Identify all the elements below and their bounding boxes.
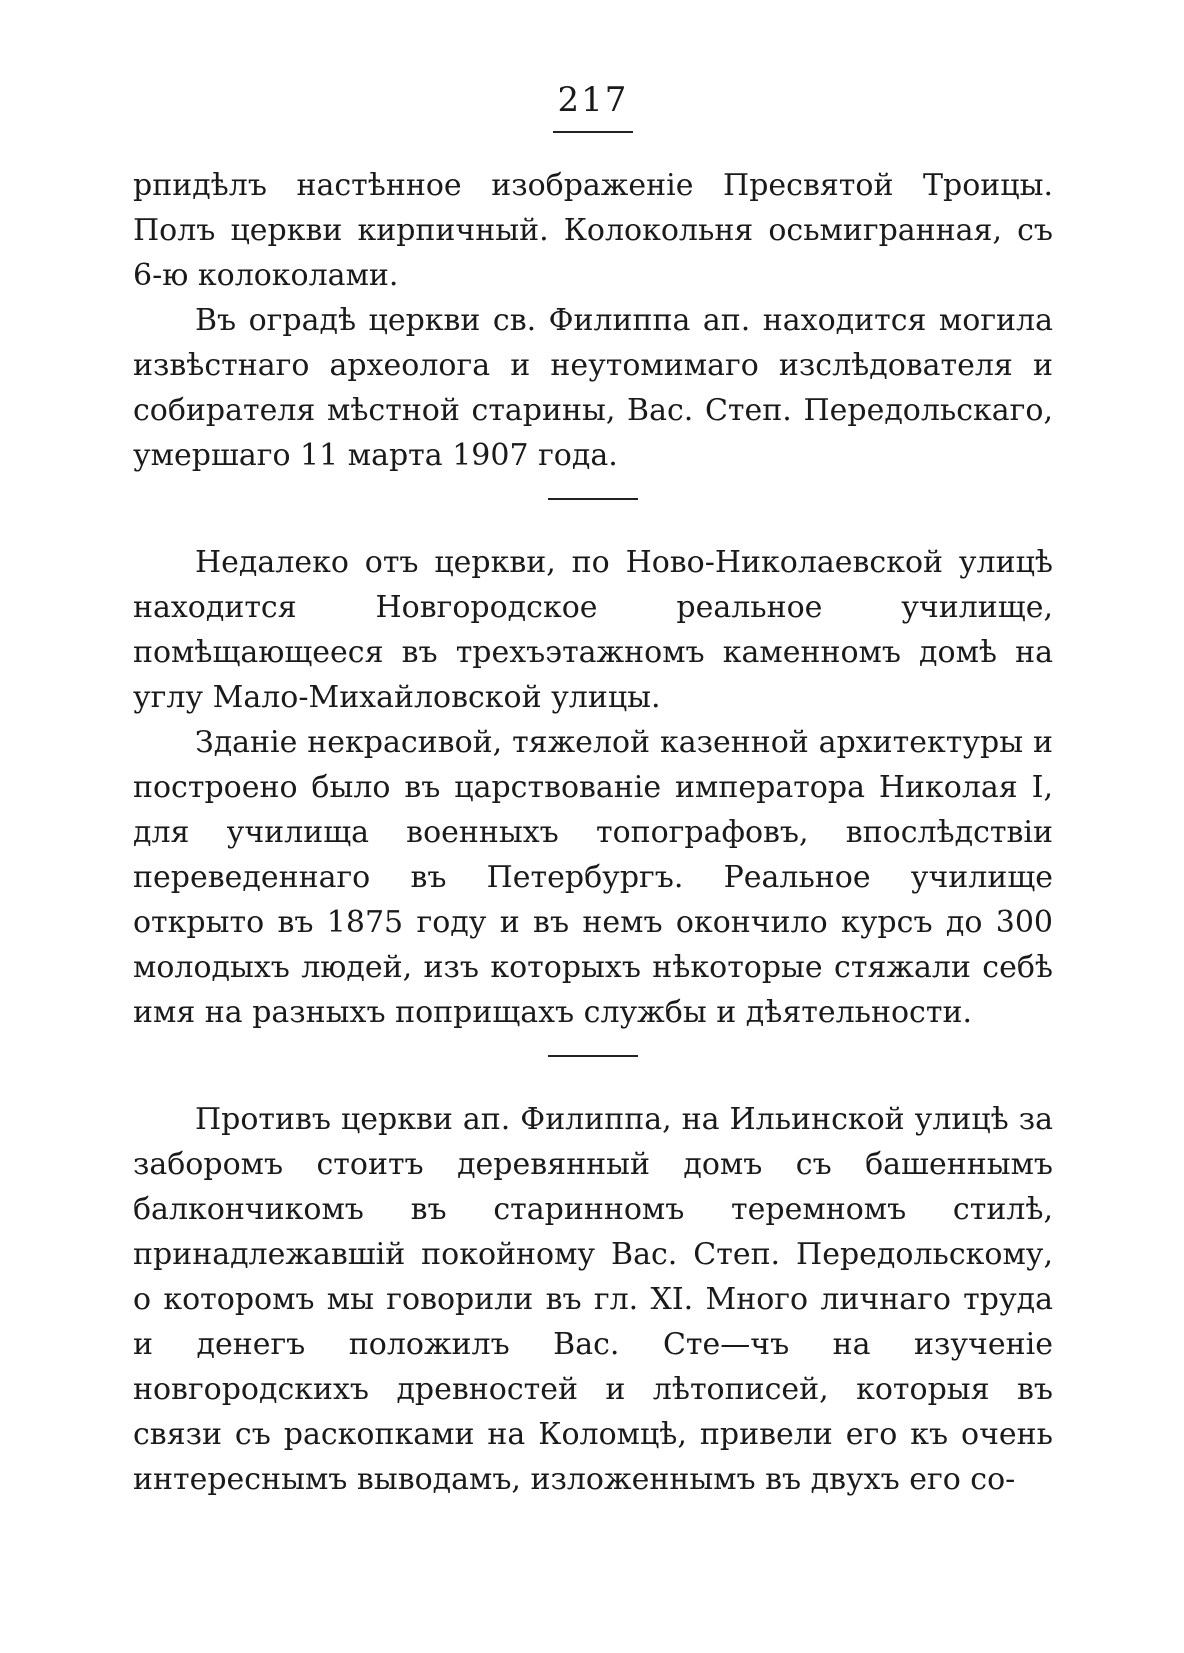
- section-divider: [548, 498, 638, 500]
- section-wooden-house: [133, 1097, 1053, 1502]
- paragraph-grave: Въ оградѣ церкви св. Филиппа ап. находится могила извѣстнаго археолога и неутомимаго изслѣдователя и собирателя мѣстной старины, Вас. Степ. Передольскаго, умершаго 11 марта 1907 года.: [133, 302, 1053, 473]
- paragraph-school-location: Недалеко отъ церкви, по Ново-Николаевской улицѣ находится Новгородское реальное училище, помѣщающееся въ трехъэтажномъ каменномъ домѣ на углу Мало-Михайловской улицы.: [133, 544, 1053, 715]
- page-number: 217: [557, 80, 629, 120]
- section-church-grounds: [133, 163, 1053, 478]
- paragraph-church-interior: рпидѣлъ настѣнное изображенiе Пресвятой Троицы. Полъ церкви кирпичный. Колокольня осьмигранная, съ 6-ю колоколами.: [133, 167, 1053, 293]
- paragraph-wooden-house: Противъ церкви ап. Филиппа, на Ильинской улицѣ за заборомъ стоитъ деревянный домъ съ башеннымъ балкончикомъ въ старинномъ теремномъ стилѣ, принадлежавшiй покойному Вас. Степ. Передольскому, о которомъ мы говорили въ гл. XI. Много личнаго труда и денегъ положилъ Вас. Сте—чъ на изученiе новгородскихъ древностей и лѣтописей, которыя въ связи съ раскопками на Коломцѣ, привели его къ очень интереснымъ выводамъ, изложеннымъ въ двухъ его со-: [133, 1101, 1053, 1497]
- book-page: [133, 80, 1053, 1502]
- page-number-rule: [553, 131, 633, 133]
- paragraph-school-history: Зданiе некрасивой, тяжелой казенной архитектуры и построено было въ царствованiе императора Николая I, для училища военныхъ топографовъ, впослѣдствiи переведеннаго въ Петербургъ. Реальное училище открыто въ 1875 году и въ немъ окончило курсъ до 300 молодыхъ людей, изъ которыхъ нѣкоторые стяжали себѣ имя на разныхъ поприщахъ службы и дѣятельности.: [133, 724, 1053, 1030]
- section-divider: [548, 1055, 638, 1057]
- section-real-school: [133, 540, 1053, 1035]
